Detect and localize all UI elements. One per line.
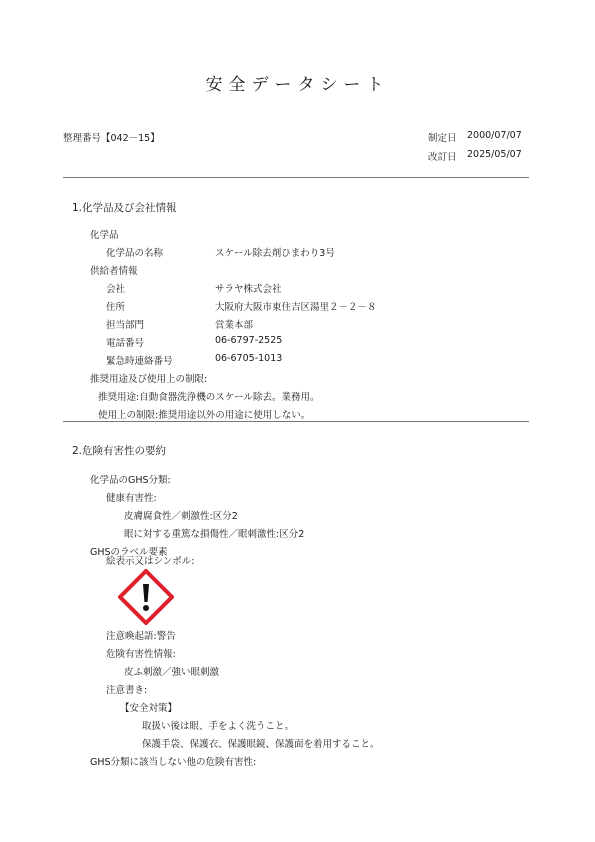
product-name-label: 化学品の名称 [106, 248, 164, 259]
emergency-value: 06-6705-1013 [215, 353, 283, 364]
company-value: サラヤ株式会社 [215, 284, 282, 295]
chemical-label: 化学品 [90, 230, 119, 241]
hazard-info-label: 危険有害性情報: [106, 649, 176, 660]
hazard-item: 皮膚腐食性／刺激性:区分2 [124, 511, 238, 522]
health-hazard-label: 健康有害性: [106, 493, 157, 504]
department-label: 担当部門 [106, 320, 145, 331]
department-value: 営業本部 [215, 320, 254, 331]
created-date: 2000/07/07 [467, 130, 522, 141]
precaution-item: 保護手袋、保護衣、保護眼鏡、保護面を着用すること。 [142, 739, 380, 750]
hazard-info: 皮ふ刺激／強い眼刺激 [124, 667, 220, 678]
use-heading: 推奨用途及び使用上の制限: [90, 374, 208, 385]
address-value: 大阪府大阪市東住吉区湯里２－２－８ [215, 302, 377, 313]
phone-label: 電話番号 [106, 338, 145, 349]
other-hazards: GHS分類に該当しない他の危険有害性: [90, 757, 257, 768]
hazard-item: 眼に対する重篤な損傷性／眼刺激性:区分2 [124, 529, 305, 540]
divider [63, 177, 529, 178]
exclamation-mark-icon [118, 569, 174, 625]
reference-number: 整理番号【042－15】 [63, 133, 160, 144]
recommended-use: 推奨用途:自動食器洗浄機のスケール除去。業務用。 [98, 392, 320, 403]
revised-date-label: 改訂日 [428, 152, 457, 163]
use-restriction: 使用上の制限:推奨用途以外の用途に使用しない。 [98, 410, 311, 421]
address-label: 住所 [106, 302, 126, 313]
section1-heading: 1.化学品及び会社情報 [72, 202, 177, 214]
emergency-label: 緊急時連絡番号 [106, 356, 173, 367]
signal-word: 注意喚起語:警告 [106, 631, 176, 642]
divider [63, 421, 529, 422]
ghs-classification-label: 化学品のGHS分類: [90, 475, 171, 486]
ghs-label-elements: GHSのラベル要素 [90, 547, 168, 558]
precaution-label: 注意書き: [106, 685, 148, 696]
phone-value: 06-6797-2525 [215, 335, 283, 346]
revised-date: 2025/05/07 [467, 149, 522, 160]
supplier-label: 供給者情報 [90, 266, 138, 277]
company-label: 会社 [106, 284, 126, 295]
safety-measures-label: 【安全対策】 [120, 703, 178, 714]
pictogram-label: 絵表示又はシンボル: [106, 556, 195, 567]
section2-heading: 2.危険有害性の要約 [72, 445, 167, 457]
precaution-item: 取扱い後は眼、手をよく洗うこと。 [142, 721, 295, 732]
document-title: 安全データシート [205, 75, 390, 95]
created-date-label: 制定日 [428, 133, 457, 144]
product-name-value: スケール除去剤ひまわり3号 [215, 248, 335, 259]
